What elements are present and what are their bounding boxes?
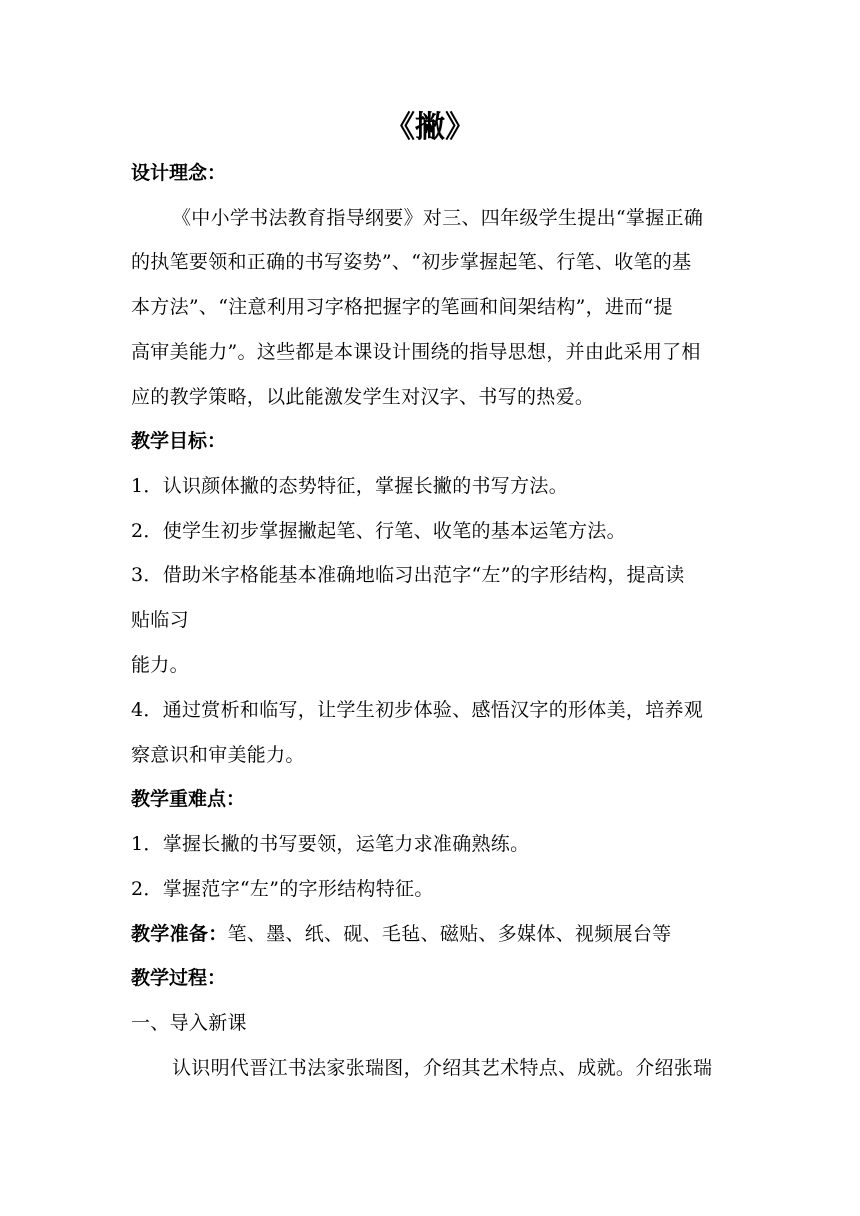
list-item: 3．借助米字格能基本准确地临习出范字“左”的字形结构，提高读 xyxy=(131,564,685,586)
objectives-heading: 教学目标： xyxy=(131,430,227,452)
process-step-title: 一、导入新课 xyxy=(131,1012,247,1034)
list-item: 1．掌握长撇的书写要领，运笔力求准确熟练。 xyxy=(131,833,530,855)
list-item: 2．掌握范字“左”的字形结构特征。 xyxy=(131,878,434,900)
preparation-heading: 教学准备： xyxy=(131,923,228,945)
paragraph-line: 《中小学书法教育指导纲要》对三、四年级学生提出“掌握正确 xyxy=(172,207,704,229)
key-points-heading: 教学重难点： xyxy=(131,788,246,810)
list-item: 2．使学生初步掌握撇起笔、行笔、收笔的基本运笔方法。 xyxy=(131,520,626,542)
list-item: 1．认识颜体撇的态势特征，掌握长撇的书写方法。 xyxy=(131,475,568,497)
paragraph-line: 本方法”、“注意利用习字格把握字的笔画和间架结构”，进而“提 xyxy=(131,296,673,318)
paragraph-line: 应的教学策略，以此能激发学生对汉字、书写的热爱。 xyxy=(131,386,595,408)
list-item: 4．通过赏析和临写，让学生初步体验、感悟汉字的形体美，培养观 xyxy=(131,699,704,721)
paragraph-line: 的执笔要领和正确的书写姿势”、“初步掌握起笔、行笔、收笔的基 xyxy=(131,251,692,273)
list-item-continuation: 能力。 xyxy=(131,654,189,676)
paragraph-line: 高审美能力”。这些都是本课设计围绕的指导思想，并由此采用了相 xyxy=(131,341,701,363)
document-title: 《撇》 xyxy=(385,110,475,145)
design-concept-heading: 设计理念： xyxy=(131,162,227,184)
list-item-continuation: 贴临习 xyxy=(131,609,189,631)
process-heading: 教学过程： xyxy=(131,967,227,989)
list-item-continuation: 察意识和审美能力。 xyxy=(131,744,305,766)
preparation-text: 笔、墨、纸、砚、毛毡、磁贴、多媒体、视频展台等 xyxy=(227,923,672,945)
paragraph-line: 认识明代晋江书法家张瑞图，介绍其艺术特点、成就。介绍张瑞 xyxy=(172,1057,713,1079)
preparation-line xyxy=(131,921,671,947)
